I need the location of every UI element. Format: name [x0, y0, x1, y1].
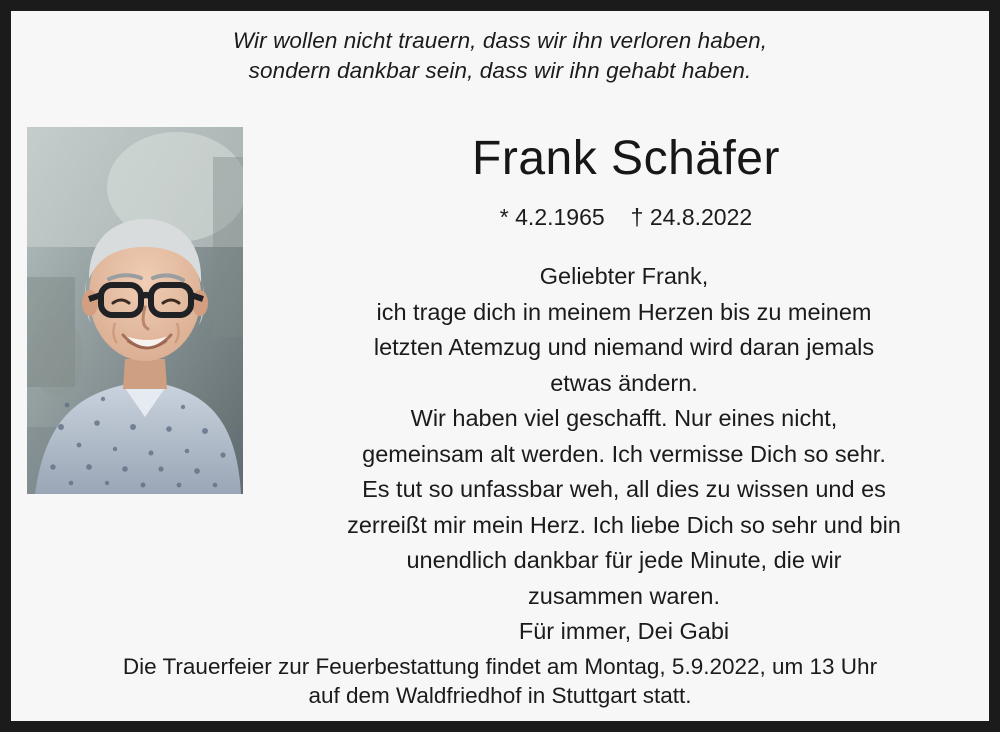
epigraph-line-2: sondern dankbar sein, dass wir ihn gehabt haben.	[248, 58, 752, 83]
notice-content	[11, 11, 989, 721]
funeral-details	[11, 652, 989, 710]
epigraph-line-1: Wir wollen nicht trauern, dass wir ihn verloren haben,	[232, 28, 768, 53]
death-date: † 24.8.2022	[630, 204, 753, 230]
life-dates	[263, 203, 989, 231]
message-line: unendlich dankbar für jede Minute, die wir	[406, 547, 842, 573]
deceased-name: Frank Schäfer	[472, 132, 780, 185]
funeral-details-line-1: Die Trauerfeier zur Feuerbestattung findet am Montag, 5.9.2022, um 13 Uhr	[122, 654, 878, 679]
message-line: Geliebter Frank,	[539, 263, 709, 289]
birth-date: * 4.2.1965	[499, 204, 605, 230]
message-line: Es tut so unfassbar weh, all dies zu wissen und es	[362, 476, 886, 502]
message-line: ich trage dich in meinem Herzen bis zu meinem	[376, 298, 872, 325]
message-line: letzten Atemzug und niemand wird daran jemals	[373, 334, 875, 360]
message-line: gemeinsam alt werden. Ich vermisse Dich so sehr.	[362, 440, 886, 467]
message-line: Für immer, Dei Gabi	[518, 618, 730, 644]
message-line: etwas ändern.	[550, 369, 698, 396]
message-line: zerreißt mir mein Herz. Ich liebe Dich so sehr und bin	[347, 511, 901, 538]
epigraph	[11, 26, 989, 86]
portrait-illustration	[27, 127, 243, 494]
portrait-photo	[27, 127, 243, 494]
message-line: zusammen waren.	[528, 582, 720, 609]
message-line: Wir haben viel geschafft. Nur eines nicht,	[410, 405, 838, 431]
funeral-details-line-2: auf dem Waldfriedhof in Stuttgart statt.	[308, 683, 692, 708]
memorial-message	[259, 259, 989, 650]
